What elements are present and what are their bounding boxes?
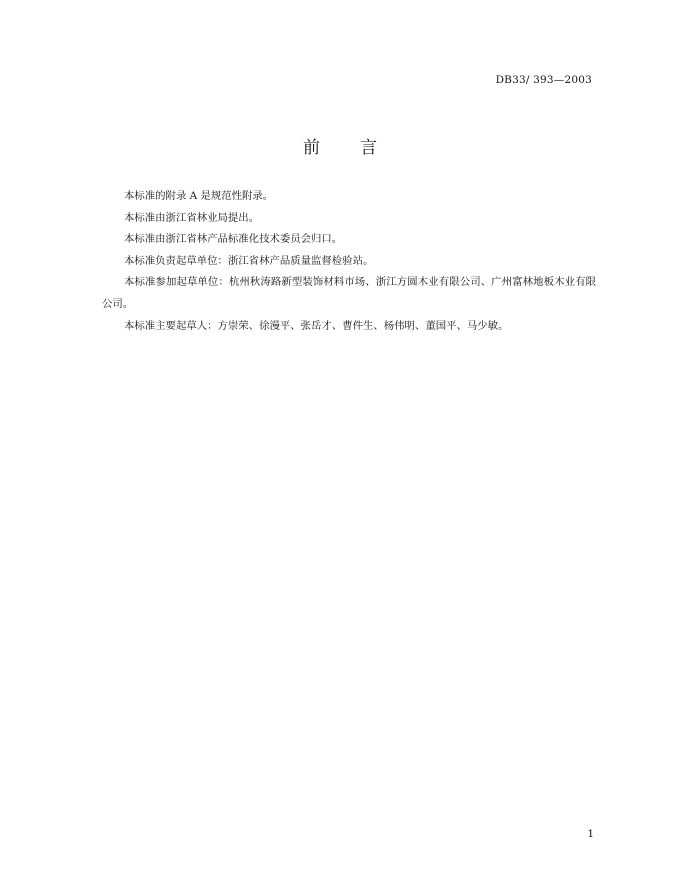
foreword-body <box>102 186 596 337</box>
paragraph-participating-drafters: 本标准参加起草单位：杭州秋涛路新型装饰材料市场、浙江方圆木业有限公司、广州富林地板木业有限公司。 <box>102 276 596 310</box>
title-char-1: 前 <box>303 138 320 158</box>
paragraph-lead-drafter: 本标准负责起草单位：浙江省林产品质量监督检验站。 <box>124 254 374 267</box>
title-char-2: 言 <box>360 138 377 158</box>
page-title <box>0 133 680 158</box>
standard-code: DB33/ 393—2003 <box>495 74 592 86</box>
paragraph-proposer: 本标准由浙江省林业局提出。 <box>124 211 260 224</box>
page-number: 1 <box>587 828 594 840</box>
paragraph-annex: 本标准的附录 A 是规范性附录。 <box>124 190 274 202</box>
paragraph-main-drafters: 本标准主要起草人：方崇荣、徐漫平、张岳才、曹件生、杨伟明、董国平、马少敏。 <box>124 319 509 332</box>
paragraph-committee: 本标准由浙江省林产品标准化技术委员会归口。 <box>124 233 343 246</box>
